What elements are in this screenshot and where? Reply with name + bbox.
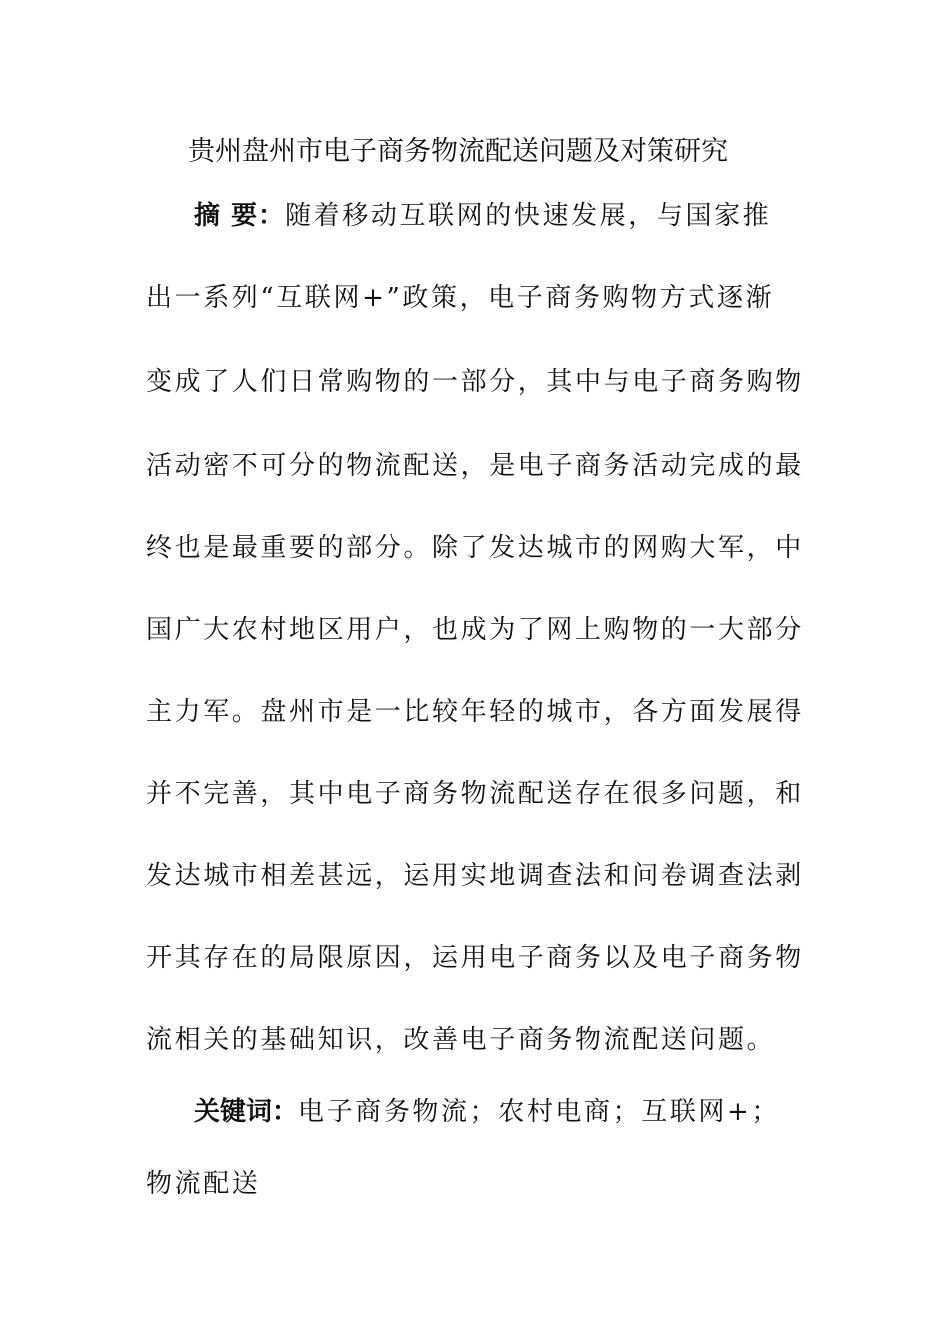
keywords-line-1: [194, 1094, 780, 1130]
abstract-line-2: 出一系列“互联网+”政策，电子商务购物方式逐渐: [146, 283, 775, 313]
abstract-line-11: 流相关的基础知识，改善电子商务物流配送问题。: [146, 1025, 776, 1055]
abstract-line-3: 变成了人们日常购物的一部分，其中与电子商务购物: [146, 367, 804, 397]
document-title: 贵州盘州市电子商务物流配送问题及对策研究: [188, 136, 728, 167]
abstract-line-7: 主力军。盘州市是一比较年轻的城市，各方面发展得: [146, 697, 804, 727]
abstract-line-8: 并不完善，其中电子商务物流配送存在很多问题，和: [146, 779, 804, 809]
abstract-line-10: 开其存在的局限原因，运用电子商务以及电子商务物: [146, 943, 804, 973]
keywords-line-2: 物流配送: [146, 1169, 261, 1199]
abstract-line-5: 终也是最重要的部分。除了发达城市的网购大军，中: [146, 533, 804, 563]
abstract-label: 摘 要：: [194, 201, 286, 231]
keywords-text-1: 电子商务物流；农村电商；互联网+；: [298, 1097, 781, 1127]
abstract-text-1: 随着移动互联网的快速发展，与国家推: [285, 201, 772, 231]
abstract-line-4: 活动密不可分的物流配送，是电子商务活动完成的最: [146, 451, 804, 481]
abstract-line-6: 国广大农村地区用户，也成为了网上购物的一大部分: [146, 615, 804, 645]
abstract-line-9: 发达城市相差甚远，运用实地调查法和问卷调查法剥: [146, 861, 804, 891]
abstract-line-1: [194, 198, 771, 234]
keywords-label: 关键词：: [194, 1097, 299, 1127]
